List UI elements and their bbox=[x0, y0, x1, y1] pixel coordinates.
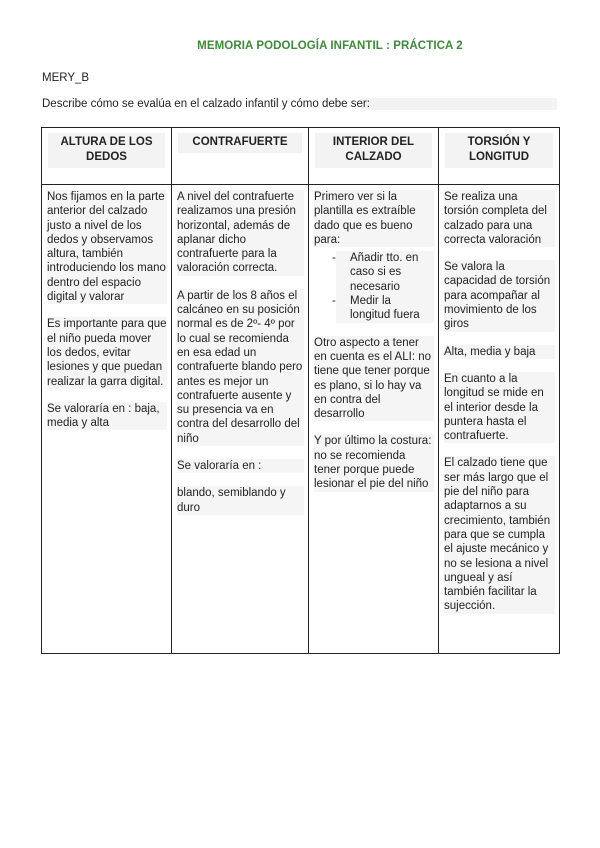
cell-interior-calzado bbox=[309, 185, 439, 654]
paragraph: A partir de los 8 años el calcáneo en su posición normal es de 2º- 4º por lo cual se recomienda en esa edad un contrafuerte blando pero antes es mejor un contrafuerte ausente y su presencia va en contra del desarrollo del niño bbox=[177, 289, 303, 445]
paragraph: Se valoraría en : bbox=[177, 459, 304, 473]
header-interior-calzado: INTERIOR DEL CALZADO bbox=[309, 128, 439, 185]
paragraph: El calzado tiene que ser más largo que el pie del niño para adaptarnos a su crecimiento, también para que se cumpla el ajuste mecánico y no se lesiona a nivel ungueal y así también facilitar la sujección. bbox=[444, 456, 555, 613]
paragraph: blando, semiblando y duro bbox=[177, 486, 304, 515]
paragraph: Nos fijamos en la parte anterior del calzado justo a nivel de los dedos y observamos altura, también introduciendo los mano dentro del espacio digital y valorar bbox=[47, 191, 166, 304]
list-item: - Añadir tto. en caso si es necesario bbox=[314, 251, 434, 294]
question-prompt: Describe cómo se evalúa en el calzado infantil y cómo debe ser: bbox=[42, 98, 557, 110]
header-torsion-longitud: TORSIÓN Y LONGITUD bbox=[439, 128, 560, 185]
table-content-row bbox=[42, 185, 560, 654]
paragraph: Otro aspecto a tener en cuenta es el ALI: no tiene que tener porque es plano, si lo hay va en contra del desarrollo bbox=[314, 336, 434, 422]
author-name: MERY_B bbox=[42, 72, 90, 84]
bullet-list bbox=[314, 251, 434, 322]
evaluation-table bbox=[41, 127, 560, 654]
document-title: MEMORIA PODOLOGÍA INFANTIL : PRÁCTICA 2 bbox=[197, 40, 463, 52]
header-altura-dedos: ALTURA DE LOS DEDOS bbox=[42, 128, 172, 185]
paragraph: En cuanto a la longitud se mide en el interior desde la puntera hasta el contrafuerte. bbox=[444, 372, 555, 443]
header-contrafuerte: CONTRAFUERTE bbox=[172, 128, 309, 185]
paragraph: Se valoraría en : baja, media y alta bbox=[47, 402, 167, 431]
paragraph: Primero ver si la plantilla es extraíble dado que es bueno para: bbox=[314, 190, 434, 247]
paragraph: Es importante para que el niño pueda mover los dedos, evitar lesiones y que puedan realizar la garra digital. bbox=[47, 318, 167, 388]
paragraph: Se valora la capacidad de torsión para acompañar al movimiento de los giros bbox=[444, 260, 555, 331]
list-item: - Medir la longitud fuera bbox=[314, 294, 434, 323]
cell-altura-dedos bbox=[42, 185, 172, 654]
paragraph: Se realiza una torsión completa del calzado para una correcta valoración bbox=[444, 190, 555, 247]
cell-contrafuerte bbox=[172, 185, 309, 654]
dash-bullet: - bbox=[332, 252, 336, 265]
dash-bullet: - bbox=[332, 295, 336, 308]
paragraph: Y por último la costura: no se recomienda tener porque puede lesionar el pie del niño bbox=[314, 434, 434, 491]
paragraph: Alta, media y baja bbox=[444, 345, 555, 359]
cell-torsion-longitud bbox=[439, 185, 560, 654]
paragraph: A nivel del contrafuerte realizamos una presión horizontal, además de aplanar dicho contrafuerte para la valoración correcta. bbox=[177, 190, 304, 276]
table-header-row bbox=[42, 128, 560, 185]
